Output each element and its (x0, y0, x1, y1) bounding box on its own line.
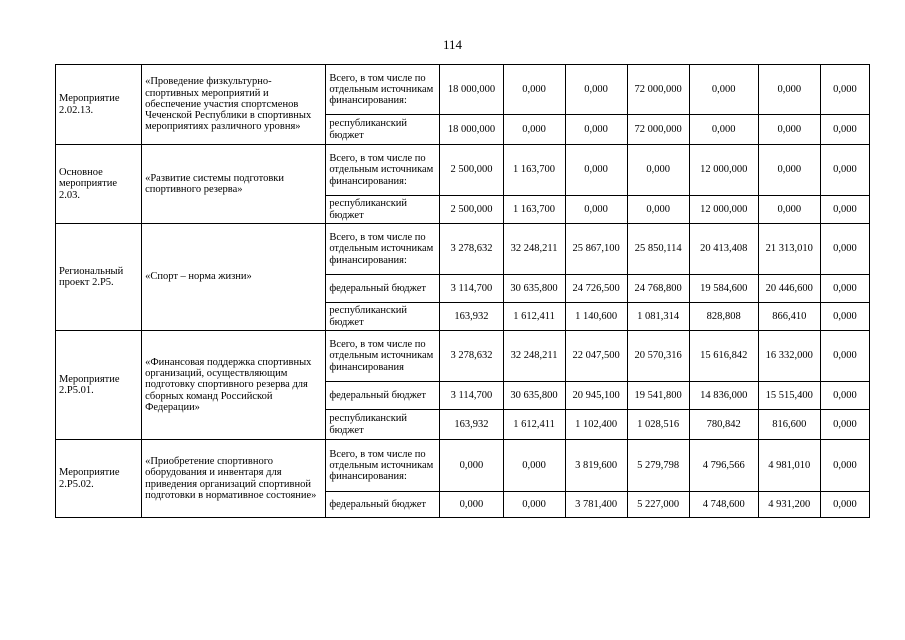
value-cell: 0,000 (820, 410, 869, 440)
value-cell: 4 981,010 (758, 440, 820, 492)
value-cell: 19 541,800 (627, 382, 689, 410)
value-cell: 0,000 (565, 145, 627, 196)
value-cell: 24 726,500 (565, 275, 627, 303)
value-cell: 0,000 (820, 303, 869, 331)
value-cell: 0,000 (503, 115, 565, 145)
value-cell: 0,000 (627, 145, 689, 196)
value-cell: 0,000 (820, 440, 869, 492)
funding-source: Всего, в том числе по отдельным источникам финансирования: (326, 224, 440, 275)
table-row (56, 65, 870, 115)
value-cell: 1 102,400 (565, 410, 627, 440)
funding-source: республиканский бюджет (326, 115, 440, 145)
event-name: «Спорт – норма жизни» (142, 224, 326, 331)
value-cell: 21 313,010 (758, 224, 820, 275)
funding-source: республиканский бюджет (326, 196, 440, 224)
value-cell: 12 000,000 (689, 196, 758, 224)
value-cell: 0,000 (758, 196, 820, 224)
table-row (56, 440, 870, 492)
value-cell: 0,000 (820, 145, 869, 196)
page-number: 114 (442, 37, 463, 52)
value-cell: 0,000 (758, 65, 820, 115)
value-cell: 1 612,411 (503, 410, 565, 440)
value-cell: 72 000,000 (627, 115, 689, 145)
value-cell: 0,000 (758, 145, 820, 196)
value-cell: 2 500,000 (440, 196, 503, 224)
value-cell: 1 163,700 (503, 145, 565, 196)
value-cell: 2 500,000 (440, 145, 503, 196)
value-cell: 0,000 (820, 275, 869, 303)
value-cell: 0,000 (820, 115, 869, 145)
value-cell: 1 081,314 (627, 303, 689, 331)
funding-source: республиканский бюджет (326, 410, 440, 440)
value-cell: 72 000,000 (627, 65, 689, 115)
value-cell: 5 279,798 (627, 440, 689, 492)
value-cell: 20 570,316 (627, 331, 689, 382)
value-cell: 0,000 (440, 492, 503, 518)
value-cell: 19 584,600 (689, 275, 758, 303)
funding-source: Всего, в том числе по отдельным источникам финансирования (326, 331, 440, 382)
value-cell: 3 114,700 (440, 382, 503, 410)
value-cell: 0,000 (820, 224, 869, 275)
value-cell: 20 413,408 (689, 224, 758, 275)
value-cell: 4 796,566 (689, 440, 758, 492)
event-name: «Приобретение спортивного оборудования и инвентаря для приведения организаций спортивной подготовки в нормативное состояние» (142, 440, 326, 518)
event-code: Основное мероприятие 2.03. (56, 145, 142, 224)
value-cell: 32 248,211 (503, 224, 565, 275)
value-cell: 5 227,000 (627, 492, 689, 518)
value-cell: 0,000 (565, 65, 627, 115)
value-cell: 18 000,000 (440, 115, 503, 145)
value-cell: 0,000 (440, 440, 503, 492)
event-name: «Финансовая поддержка спортивных организаций, осуществляющим подготовку спортивного резерва для сборных команд Российской Федерации» (142, 331, 326, 440)
value-cell: 780,842 (689, 410, 758, 440)
value-cell: 0,000 (503, 440, 565, 492)
value-cell: 3 781,400 (565, 492, 627, 518)
value-cell: 866,410 (758, 303, 820, 331)
value-cell: 163,932 (440, 303, 503, 331)
value-cell: 30 635,800 (503, 275, 565, 303)
value-cell: 25 867,100 (565, 224, 627, 275)
value-cell: 0,000 (565, 115, 627, 145)
value-cell: 4 748,600 (689, 492, 758, 518)
value-cell: 1 163,700 (503, 196, 565, 224)
funding-source: республиканский бюджет (326, 303, 440, 331)
value-cell: 0,000 (820, 65, 869, 115)
funding-source: Всего, в том числе по отдельным источникам финансирования: (326, 145, 440, 196)
value-cell: 828,808 (689, 303, 758, 331)
value-cell: 32 248,211 (503, 331, 565, 382)
value-cell: 3 819,600 (565, 440, 627, 492)
funding-source: Всего, в том числе по отдельным источникам финансирования: (326, 65, 440, 115)
value-cell: 1 612,411 (503, 303, 565, 331)
value-cell: 30 635,800 (503, 382, 565, 410)
value-cell: 20 945,100 (565, 382, 627, 410)
event-code: Мероприятие 2.Р5.02. (56, 440, 142, 518)
budget-table (55, 64, 870, 518)
event-name: «Проведение физкультурно-спортивных мероприятий и обеспечение участия спортсменов Чеченской Республики в спортивных мероприятиях различного уровня» (142, 65, 326, 145)
value-cell: 18 000,000 (440, 65, 503, 115)
event-name: «Развитие системы подготовки спортивного резерва» (142, 145, 326, 224)
event-code: Мероприятие 2.Р5.01. (56, 331, 142, 440)
value-cell: 0,000 (758, 115, 820, 145)
value-cell: 15 515,400 (758, 382, 820, 410)
value-cell: 12 000,000 (689, 145, 758, 196)
table-row (56, 145, 870, 196)
value-cell: 14 836,000 (689, 382, 758, 410)
event-code: Мероприятие 2.02.13. (56, 65, 142, 145)
table-row (56, 331, 870, 382)
value-cell: 22 047,500 (565, 331, 627, 382)
value-cell: 25 850,114 (627, 224, 689, 275)
value-cell: 0,000 (503, 492, 565, 518)
value-cell: 3 278,632 (440, 331, 503, 382)
value-cell: 15 616,842 (689, 331, 758, 382)
value-cell: 16 332,000 (758, 331, 820, 382)
value-cell: 24 768,800 (627, 275, 689, 303)
value-cell: 0,000 (503, 65, 565, 115)
value-cell: 0,000 (565, 196, 627, 224)
value-cell: 0,000 (689, 115, 758, 145)
value-cell: 0,000 (820, 331, 869, 382)
value-cell: 0,000 (820, 492, 869, 518)
value-cell: 0,000 (820, 196, 869, 224)
event-code: Региональный проект 2.Р5. (56, 224, 142, 331)
value-cell: 0,000 (627, 196, 689, 224)
value-cell: 1 028,516 (627, 410, 689, 440)
value-cell: 163,932 (440, 410, 503, 440)
value-cell: 3 278,632 (440, 224, 503, 275)
value-cell: 20 446,600 (758, 275, 820, 303)
value-cell: 0,000 (820, 382, 869, 410)
table-row (56, 224, 870, 275)
value-cell: 1 140,600 (565, 303, 627, 331)
value-cell: 4 931,200 (758, 492, 820, 518)
funding-source: федеральный бюджет (326, 382, 440, 410)
funding-source: федеральный бюджет (326, 275, 440, 303)
funding-source: федеральный бюджет (326, 492, 440, 518)
value-cell: 816,600 (758, 410, 820, 440)
value-cell: 0,000 (689, 65, 758, 115)
value-cell: 3 114,700 (440, 275, 503, 303)
funding-source: Всего, в том числе по отдельным источникам финансирования: (326, 440, 440, 492)
